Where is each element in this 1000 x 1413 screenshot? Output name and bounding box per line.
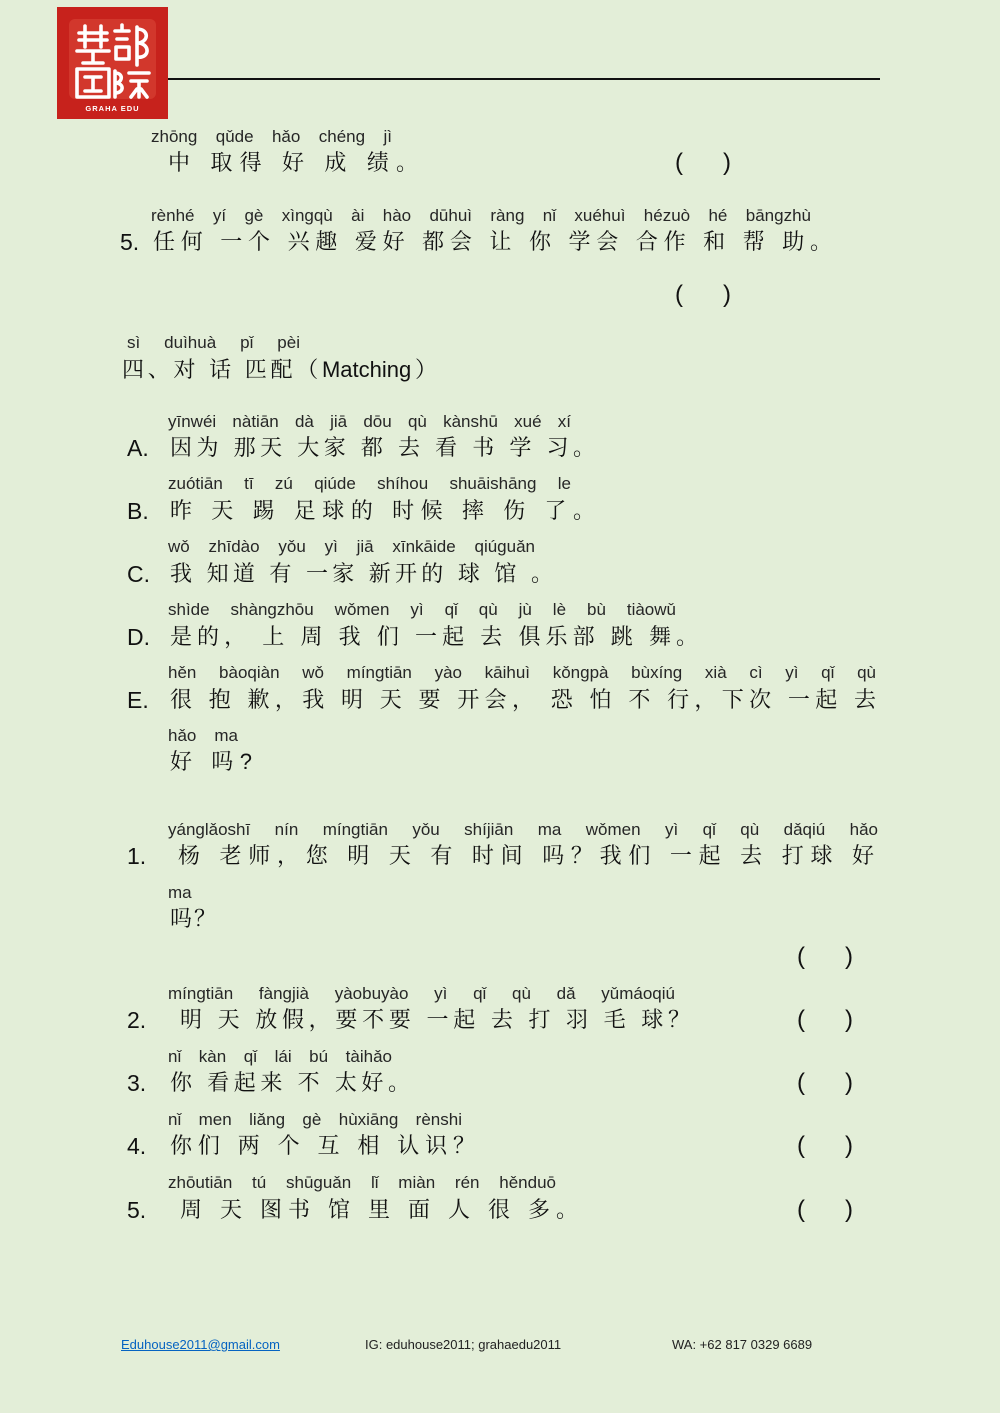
footer-email <box>121 1337 280 1353</box>
header-divider <box>168 78 880 80</box>
question-3-text: 你 看起来 不 太好。 <box>170 1070 410 1095</box>
item-4-continued-text: 中 取得 好 成 绩。 <box>168 150 418 175</box>
question-1-pinyin-continued: ma <box>168 883 192 902</box>
question-4-text: 你们 两 个 互 相 认识？ <box>170 1133 475 1158</box>
item-5-answer-blank[interactable]: ( ) <box>675 281 731 308</box>
question-4-number: 4. <box>127 1133 147 1159</box>
logo-caption: GRAHA EDU <box>85 104 140 113</box>
option-b-label: B. <box>127 498 149 524</box>
question-3-number: 3. <box>127 1070 147 1096</box>
graha-edu-logo <box>57 7 168 119</box>
option-a-text: 因为 那天 大家 都 去 看 书 学 习。 <box>170 435 595 460</box>
item-4-answer-blank[interactable]: ( ) <box>675 149 731 176</box>
question-3-answer-blank[interactable]: ( ) <box>797 1069 853 1096</box>
option-b-pinyin: zuótiān tī zú qiúde shíhou shuāishāng le <box>168 474 571 493</box>
option-d-pinyin: shìde shàngzhōu wǒmen yì qǐ qù jù lè bù tiàowǔ <box>168 600 676 619</box>
item-4-continued-pinyin: zhōng qǔde hǎo chéng jì <box>151 127 392 146</box>
question-2-number: 2. <box>127 1007 147 1033</box>
option-e-label: E. <box>127 687 149 713</box>
question-1-pinyin: yánglǎoshī nín míngtiān yǒu shíjiān ma wǒmen yì qǐ qù dǎqiú hǎo <box>168 820 878 839</box>
footer-email-link[interactable]: Eduhouse2011@gmail.com <box>121 1337 280 1352</box>
option-d-text: 是的， 上 周 我 们 一起 去 俱乐部 跳 舞。 <box>170 624 698 649</box>
option-d-label: D. <box>127 624 150 650</box>
footer-whatsapp: WA: +62 817 0329 6689 <box>672 1337 813 1352</box>
option-a-pinyin: yīnwéi nàtiān dà jiā dōu qù kànshū xué xí <box>168 412 571 431</box>
option-a-label: A. <box>127 435 149 461</box>
option-c-label: C. <box>127 561 150 587</box>
question-5-text: 周 天 图书 馆 里 面 人 很 多。 <box>180 1197 578 1222</box>
option-c-text: 我 知道 有 一家 新开的 球 馆 。 <box>170 561 553 586</box>
option-c-pinyin: wǒ zhīdào yǒu yì jiā xīnkāide qiúguǎn <box>168 537 535 556</box>
item-5-text: 任何 一个 兴趣 爱好 都会 让 你 学会 合作 和 帮 助。 <box>153 229 832 254</box>
option-b-text: 昨 天 踢 足球的 时候 摔 伤 了。 <box>170 498 595 523</box>
question-3-pinyin: nǐ kàn qǐ lái bú tàihǎo <box>168 1047 392 1066</box>
question-5-number: 5. <box>127 1197 147 1223</box>
section-4-heading: 四、对 话 匹配（Matching） <box>122 357 437 382</box>
footer-instagram: IG: eduhouse2011; grahaedu2011 <box>365 1337 562 1352</box>
question-1-text-continued: 吗？ <box>170 906 216 931</box>
question-4-pinyin: nǐ men liǎng gè hùxiāng rènshi <box>168 1110 462 1129</box>
item-5-number: 5. <box>120 229 140 255</box>
question-2-text: 明 天 放假，要不要 一起 去 打 羽 毛 球？ <box>180 1007 690 1032</box>
option-e-text-continued: 好 吗? <box>170 749 252 774</box>
question-5-pinyin: zhōutiān tú shūguǎn lǐ miàn rén hěnduō <box>168 1173 556 1192</box>
section-4-heading-pinyin: sì duìhuà pǐ pèi <box>127 333 300 352</box>
option-e-pinyin: hěn bàoqiàn wǒ míngtiān yào kāihuì kǒngpà bùxíng xià cì yì qǐ qù <box>168 663 876 682</box>
item-5-pinyin: rènhé yí gè xìngqù ài hào dūhuì ràng nǐ xuéhuì hézuò hé bāngzhù <box>151 206 811 225</box>
question-1-text: 杨 老师，您 明 天 有 时间 吗？我们 一起 去 打球 好 <box>178 843 874 868</box>
question-1-number: 1. <box>127 843 147 869</box>
question-2-answer-blank[interactable]: ( ) <box>797 1006 853 1033</box>
option-e-text: 很 抱 歉，我 明 天 要 开会， 恐 怕 不 行，下次 一起 去 <box>170 687 876 712</box>
question-2-pinyin: míngtiān fàngjià yàobuyào yì qǐ qù dǎ yǔmáoqiú <box>168 984 675 1003</box>
question-1-answer-blank[interactable]: ( ) <box>797 943 853 970</box>
question-4-answer-blank[interactable]: ( ) <box>797 1132 853 1159</box>
option-e-pinyin-continued: hǎo ma <box>168 726 238 745</box>
question-5-answer-blank[interactable]: ( ) <box>797 1196 853 1223</box>
